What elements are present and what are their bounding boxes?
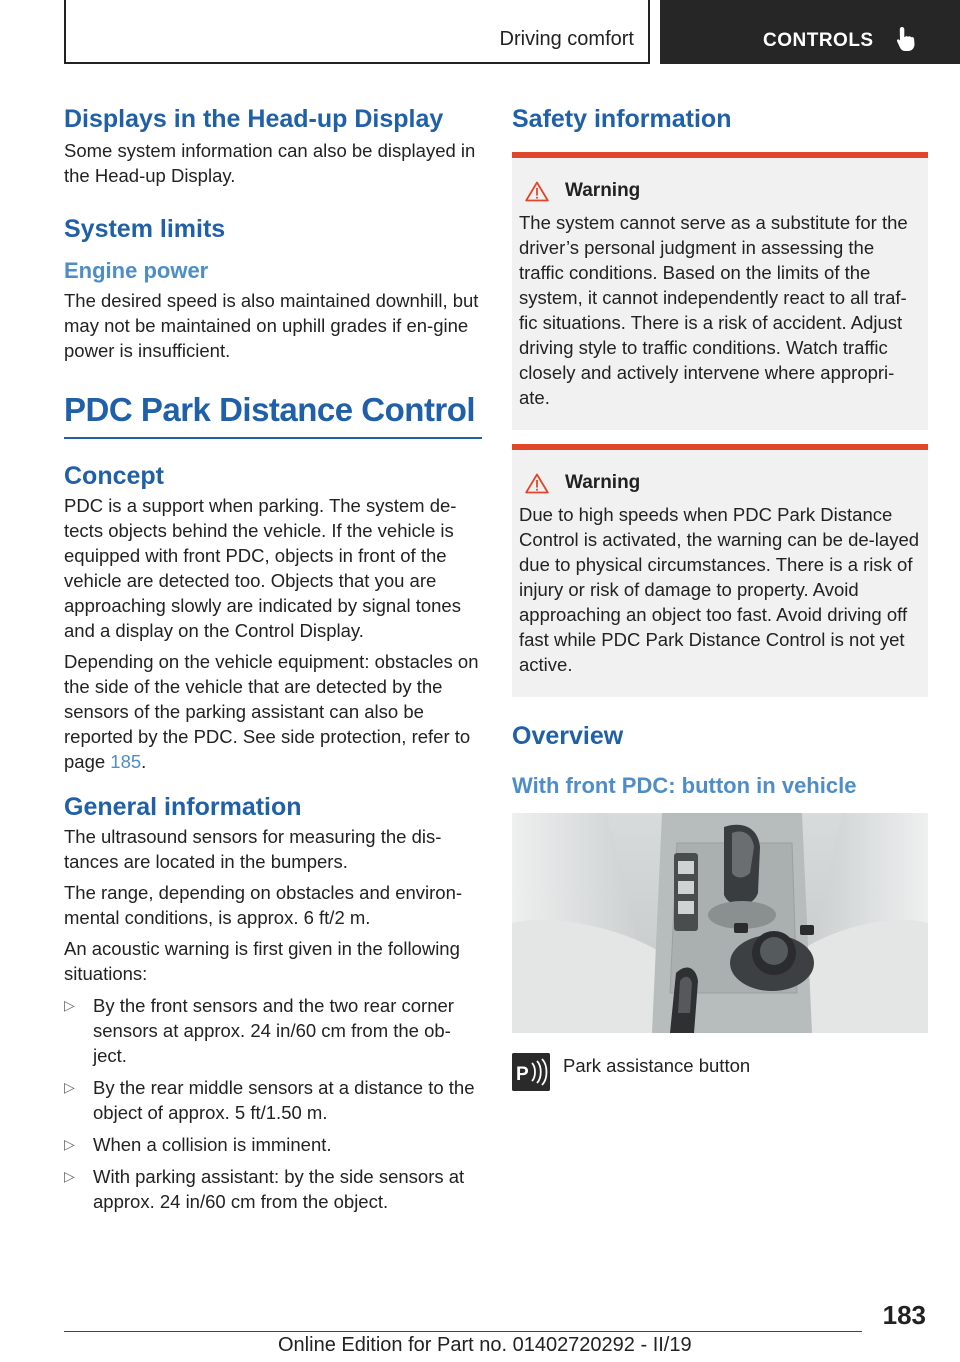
footer-edition: Online Edition for Part no. 01402720292 - II/19 bbox=[278, 1334, 692, 1356]
engine-power-heading: Engine power bbox=[64, 258, 209, 283]
concept-paragraph: PDC is a support when parking. The system de-tects objects behind the vehicle. If the vehicle is equipped with front PDC, objects in front of the vehicle are detected too. Objects that you are approaching slowly are indicated by signal tones and a display on the Control Display. bbox=[64, 495, 461, 642]
left-column bbox=[64, 98, 482, 1214]
warning-triangle-icon bbox=[525, 473, 549, 494]
header-chapter-title: CONTROLS bbox=[763, 30, 874, 51]
header-chapter-box bbox=[660, 0, 960, 64]
triangle-bullet-icon: ▷ bbox=[64, 997, 75, 1014]
system-limits-heading: System limits bbox=[64, 215, 226, 243]
warning-text-2: Due to high speeds when PDC Park Distance Control is activated, the warning can be de-layed due to physical circumstances. There is a risk of injury or risk of damage to property. Avoid approaching an object too fast. Avoid driving off fast while PDC Park Distance Control is not yet active. bbox=[519, 504, 920, 675]
page-number: 183 bbox=[882, 1300, 926, 1330]
header-section-box bbox=[64, 0, 650, 64]
general-paragraph-2: The range, depending on obstacles and environ-mental conditions, is approx. 6 ft/2 m. bbox=[64, 882, 463, 929]
triangle-bullet-icon: ▷ bbox=[64, 1136, 75, 1153]
triangle-bullet-icon: ▷ bbox=[64, 1079, 75, 1096]
warning-text-1: The system cannot serve as a substitute for the driver’s personal judgment in assessing the traffic conditions. Based on the limits of the system, it cannot independently react to all traf-fic situations. There is a risk of accident. Adjust driving style to traffic conditions. Watch traffic closely and actively intervene where appropri-ate. bbox=[519, 212, 908, 408]
safety-heading: Safety information bbox=[512, 105, 732, 133]
pdc-main-heading: PDC Park Distance Control bbox=[64, 391, 482, 439]
list-item: ▷ By the rear middle sensors at a distance to the object of approx. 5 ft/1.50 m. bbox=[64, 1077, 475, 1124]
warning-triangle-icon bbox=[525, 181, 549, 202]
engine-power-paragraph: The desired speed is also maintained downhill, but may not be maintained on uphill grades if en-gine power is insufficient. bbox=[64, 290, 479, 362]
warning-box-2 bbox=[512, 444, 928, 697]
footer-divider bbox=[64, 1331, 862, 1332]
park-assist-button-label: Park assistance button bbox=[563, 1055, 751, 1077]
general-paragraph-1: The ultrasound sensors for measuring the dis-tances are located in the bumpers. bbox=[64, 826, 442, 873]
warning-title-1: Warning bbox=[565, 180, 641, 201]
warning-box-1 bbox=[512, 152, 928, 430]
list-item: ▷ When a collision is imminent. bbox=[64, 1134, 332, 1156]
overview-heading: Overview bbox=[512, 722, 624, 750]
triangle-bullet-icon: ▷ bbox=[64, 1168, 75, 1185]
hud-paragraph: Some system information can also be displayed in the Head-up Display. bbox=[64, 140, 476, 186]
right-column bbox=[512, 98, 928, 1091]
button-legend bbox=[512, 1053, 928, 1091]
hud-heading: Displays in the Head-up Display bbox=[64, 105, 444, 133]
concept-heading: Concept bbox=[64, 462, 164, 491]
list-item: ▷ With parking assistant: by the side sensors at approx. 24 in/60 cm from the object. bbox=[64, 1166, 465, 1213]
concept-paragraph-2: Depending on the vehicle equipment: obstacles on the side of the vehicle that are detected by the sensors of the parking assistant can also be reported by the PDC. See side protection, refer to page 185. bbox=[64, 651, 479, 773]
svg-text:P: P bbox=[516, 1064, 529, 1086]
list-item: ▷ By the front sensors and the two rear corner sensors at approx. 24 in/60 cm from the ob-ject. bbox=[64, 995, 454, 1067]
warning-situations-list bbox=[64, 993, 482, 1214]
general-paragraph-3: An acoustic warning is first given in the following situations: bbox=[64, 938, 460, 985]
center-console-illustration bbox=[512, 813, 928, 1033]
header-section-title: Driving comfort bbox=[499, 28, 634, 50]
warning-title-2: Warning bbox=[565, 472, 641, 493]
park-assist-button-icon bbox=[512, 1053, 550, 1091]
page-link[interactable]: 185 bbox=[110, 751, 142, 773]
general-info-heading: General information bbox=[64, 793, 302, 822]
pointing-hand-icon bbox=[896, 26, 918, 52]
front-pdc-heading: With front PDC: button in vehicle bbox=[512, 773, 857, 798]
